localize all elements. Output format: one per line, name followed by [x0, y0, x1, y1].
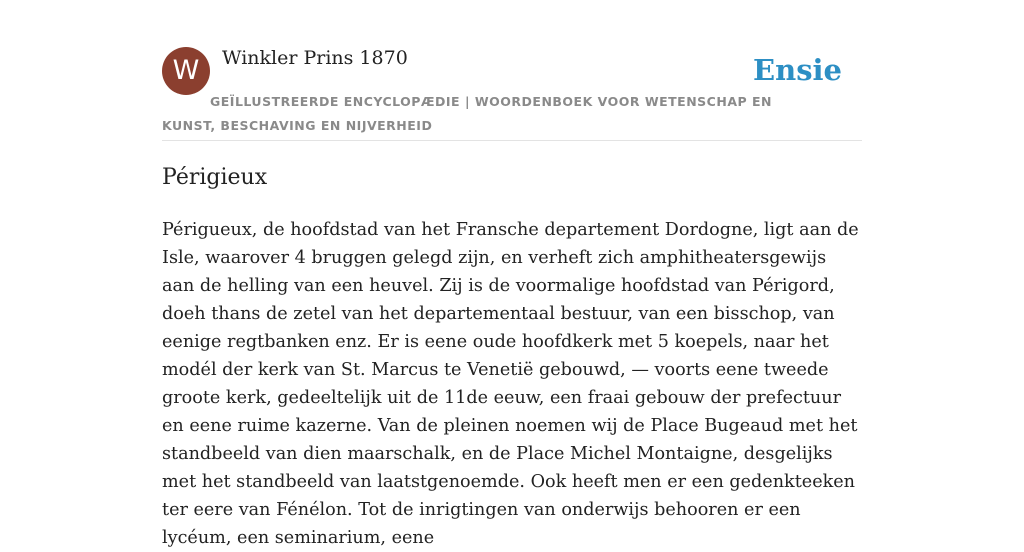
source-subtitle: GEÏLLUSTREERDE ENCYCLOPÆDIE | WOORDENBOEK VOOR WETENSCHAP EN KUNST, BESCHAVING EN NIJVERHEID [162, 94, 773, 133]
source-title-link[interactable]: Winkler Prins 1870 [222, 47, 408, 69]
article-body: Périgueux, de hoofdstad van het Fransche departement Dordogne, ligt aan de Isle, waarover 4 bruggen gelegd zijn, en verheft zich amphitheatersgewijs aan de helling van een heuvel. Zij is de voormalige hoofdstad van Périgord, doeh thans de zetel van het departementaal bestuur, van een bisschop, van eenige regtbanken enz. Er is eene oude hoofdkerk met 5 koepels, naar het modél der kerk van St. Marcus te Venetië gebouwd, — voorts eene tweede groote kerk, gedeeltelijk uit de 11de eeuw, een fraai gebouw der prefectuur en eene ruime kazerne. Van de pleinen noemen wij de Place Bugeaud met het standbeeld van dien maarschalk, en de Place Michel Montaigne, desgelijks met het standbeeld van laatstgenoemde. Ook heeft men er een gedenkteeken ter eere van Fénélon. Tot de inrigtingen van onderwijs behooren er een lycéum, een seminarium, eene [162, 220, 859, 548]
source-avatar[interactable]: W [162, 47, 210, 95]
source-header [162, 46, 862, 141]
article-title: Périgieux [162, 165, 268, 190]
ensie-logo[interactable]: Ensie [753, 53, 842, 87]
